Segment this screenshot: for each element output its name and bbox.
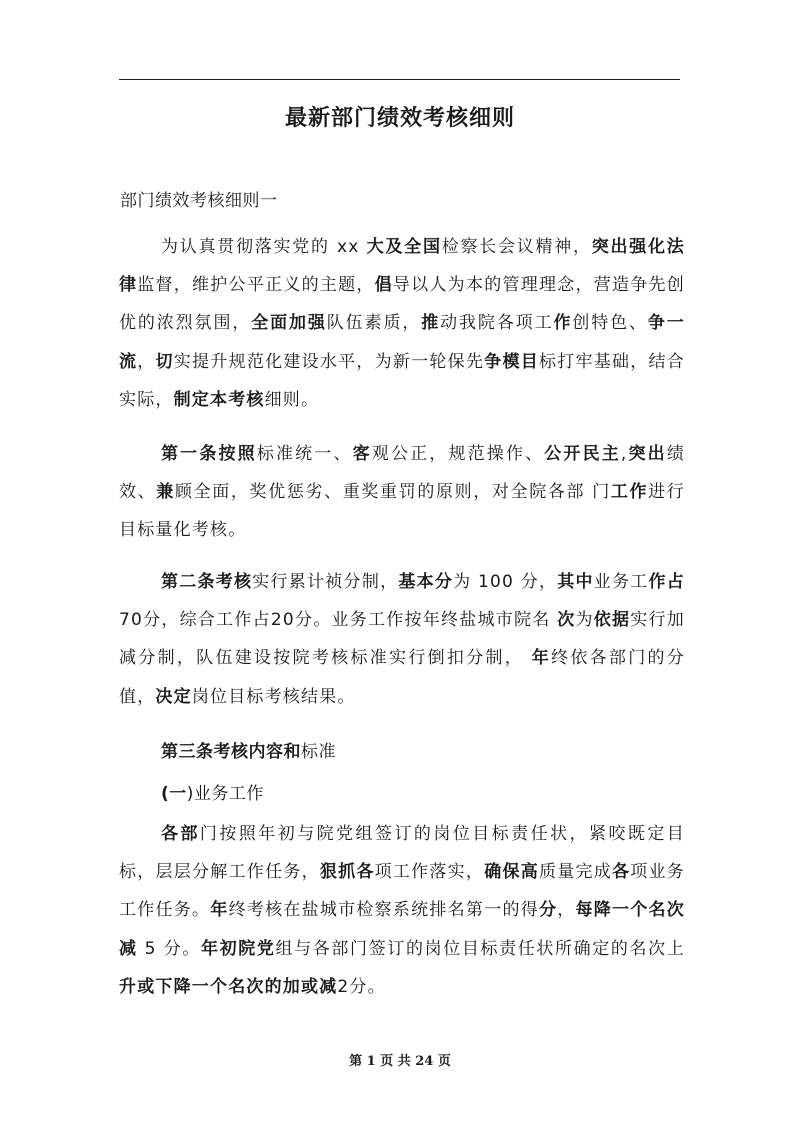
bold-text-run: 客 [352,444,372,464]
text-run: 顾全面，奖优惩劣、重奖重罚的原则，对全院各部 门 [174,482,611,503]
bold-text-run: 切 [155,351,174,372]
page-footer: 第 1 页 共 24 页 [349,1054,451,1069]
text-run: 实行累计祯分制， [252,572,399,592]
bold-text-run: 其中 [557,572,594,592]
header-rule [119,79,680,80]
text-run: 导以人为本的管理理念，营造争先创优的浓烈氛围， [119,275,685,334]
section-business-work [161,779,264,804]
text-run: 质量完成 [538,862,613,883]
text-run: 组与各部门签订的岗位目标责任状所确定的名次上 [275,938,685,959]
bold-text-run: 公开民主 [544,444,621,464]
text-run: 为 100 分， [453,572,558,592]
bold-text-run: 工作 [610,482,649,503]
paragraph-business-work [119,815,685,1006]
bold-text-run: 各 [612,862,631,883]
text-run: 创特色、 [572,313,648,334]
bold-text-run: 全面加强 [251,313,327,334]
text-run: 进行目标量化考核。 [119,482,686,541]
text-run: , [620,444,628,464]
text-run: 标准 [301,742,336,762]
bold-text-run: 第二条考核 [161,572,253,592]
text-run: 终考核在盐城市检察系统排名第一的得 [228,900,539,921]
bold-text-run: 第一条按照 [161,444,257,464]
bold-text-run: 突出强化法律 [119,237,685,296]
bold-text-run: 升或下降一个名次的加或减 [119,976,338,997]
bold-text-run: 第三条考核内容和 [161,742,301,762]
text-run: 为认真贯彻落实党的 xx [161,237,367,257]
bold-text-run: 各部 [161,824,200,844]
bold-text-run: 年 [531,648,552,669]
bold-text-run: 年初院党 [201,938,276,959]
text-run: 观公正，规范操作、 [371,444,545,464]
bold-text-run: 次 [557,610,576,631]
paragraph-article-2 [119,563,685,716]
section-heading: 部门绩效考核细则一 [120,191,278,211]
bold-text-run: 每降一个名次减 [119,900,686,959]
bold-text-run: 确保高 [484,862,539,883]
text-run: ， [137,351,156,372]
text-run: 实行加减分制，队伍建设按院考核标准实行倒扣分制， [119,610,685,669]
document-title: 最新部门绩效考核细则 [284,106,515,131]
bold-text-run: 争模目 [484,351,539,372]
bold-text-run: 制定本考核 [173,389,265,410]
text-run: 终依各部门的分值， [119,648,685,707]
text-run: 标准统一、 [256,444,353,464]
text-run: 队伍素质， [326,313,422,334]
bold-text-run: 依据 [593,610,631,631]
bold-text-run: 大及全国 [366,237,442,257]
text-run: ， [557,900,576,921]
text-run: 2分。 [337,976,386,997]
bold-text-run: 突出 [627,444,667,464]
bold-text-run: 分 [538,900,558,921]
bold-text-run: 作占 [648,572,686,592]
bold-text-run: 决定 [155,686,192,707]
paragraph-article-1 [119,435,685,550]
text-run: 监督，维护公平正义的主题， [137,275,375,296]
bold-text-run: 基本分 [398,572,454,592]
bold-text-run: 推 [421,313,441,334]
text-run: 项业务工作任务。 [119,862,685,921]
text-run: 项工作落实， [374,862,485,883]
text-run: 实提升规范化建设水平，为新一轮保先 [173,351,485,372]
bold-text-run: 年 [210,900,229,921]
text-run: 70分，综合工作占20分。业务工作按年终盐城市院名 [119,610,558,631]
bold-text-run: 狠抓各 [319,862,375,883]
paragraph-intro [119,228,685,419]
text-run: 5 分。 [137,938,201,959]
bold-text-run: 兼 [156,482,175,503]
text-run: )业务工作 [186,784,264,804]
text-run: 动我院各项工 [440,313,554,334]
text-run: 细则。 [264,389,320,410]
text-run: 门按照年初与院党组签订的岗位目标责任状，紧咬既定目标，层层分解工作任务， [119,824,686,883]
bold-text-run: 倡 [374,275,393,296]
text-run: 业务工 [593,572,649,592]
text-run: 标打牢基础，结合实际， [119,351,685,410]
text-run: 检察长会议精神， [441,237,592,257]
text-run: 岗位目标考核结果。 [191,686,356,707]
bold-text-run: 争一流 [119,313,685,372]
text-run: 为 [575,610,594,631]
bold-text-run: (一 [161,784,187,804]
article-3-heading [161,737,336,762]
text-run: 绩效、 [119,444,686,503]
bold-text-run: 作 [553,313,573,334]
